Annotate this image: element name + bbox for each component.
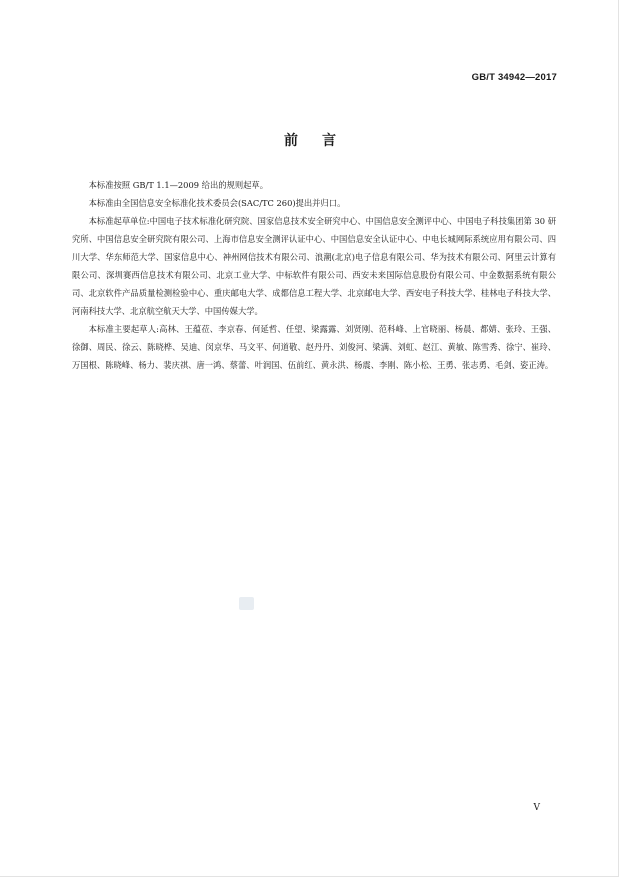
- document-body: [72, 176, 556, 374]
- page-title: 前言: [284, 133, 360, 149]
- page-number: V: [533, 803, 540, 813]
- watermark-mark: [239, 597, 254, 610]
- paragraph-proposer: 本标准由全国信息安全标准化技术委员会(SAC/TC 260)提出并归口。: [88, 198, 346, 208]
- paragraph-drafting-units: 本标准起草单位:中国电子技术标准化研究院、国家信息技术安全研究中心、中国信息安全测评中心、中国电子科技集团第 30 研究所、中国信息安全研究院有限公司、上海市信息安全测评认证中心、中国信息安全认证中心、中电长城网际系统应用有限公司、四川大学、华东师范大学、国家信息中心、神州网信技术有限公司、浪潮(北京)电子信息有限公司、华为技术有限公司、阿里云计算有限公司、深圳赛西信息技术有限公司、北京工业大学、中标软件有限公司、西安未来国际信息股份有限公司、中金数据系统有限公司、北京软件产品质量检测检验中心、重庆邮电大学、成都信息工程大学、北京邮电大学、西安电子科技大学、桂林电子科技大学、河南科技大学、北京航空航天大学、中国传媒大学。: [72, 216, 556, 316]
- standard-number: GB/T 34942—2017: [471, 72, 557, 83]
- paragraph-drafting-rules: 本标准按照 GB/T 1.1—2009 给出的规则起草。: [88, 180, 269, 190]
- paragraph-drafters: 本标准主要起草人:高林、王蕴莅、李京春、何延哲、任望、梁露露、刘贤刚、范科峰、上官晓丽、杨晨、都婧、张玲、王强、徐御、周民、徐云、陈晓桦、吴迪、闵京华、马文平、何道敬、赵丹丹、刘俊河、梁满、刘虹、赵江、黄敏、陈雪秀、徐宁、崔玲、万国根、陈晓峰、杨力、裴庆祺、唐一鸿、蔡蕾、叶润国、伍前红、黄永洪、杨震、李刚、陈小松、王勇、张志勇、毛剑、姿正涛。: [72, 324, 556, 370]
